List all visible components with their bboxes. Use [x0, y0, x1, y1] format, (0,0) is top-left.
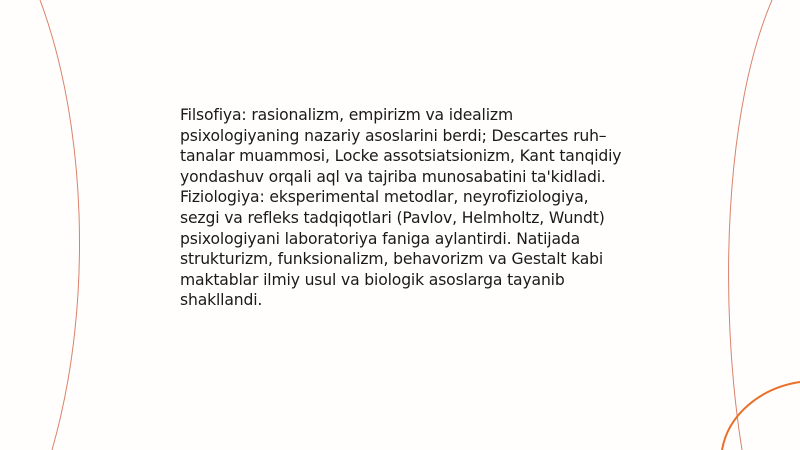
left-thin-curve [40, 0, 80, 450]
right-thin-curve [729, 0, 772, 450]
bottom-right-accent-arc [722, 382, 800, 450]
body-text: Filsofiya: rasionalizm, empirizm va idealizm psixologiyaning nazariy asoslarini berdi; Descartes ruh–tanalar muammosi, Locke assotsiatsionizm, Kant tanqidiy yondashuv orqali aql va tajriba munosabatini ta'kidladi. Fiziologiya: eksperimental metodlar, neyrofiziologiya, sezgi va refleks tadqiqotlari (Pavlov, Helmholtz, Wundt) psixologiyani laboratoriya faniga aylantirdi. Natijada strukturizm, funksionalizm, behavorizm va Gestalt kabi maktablar ilmiy usul va biologik asoslarga tayanib shakllandi. [180, 106, 622, 310]
